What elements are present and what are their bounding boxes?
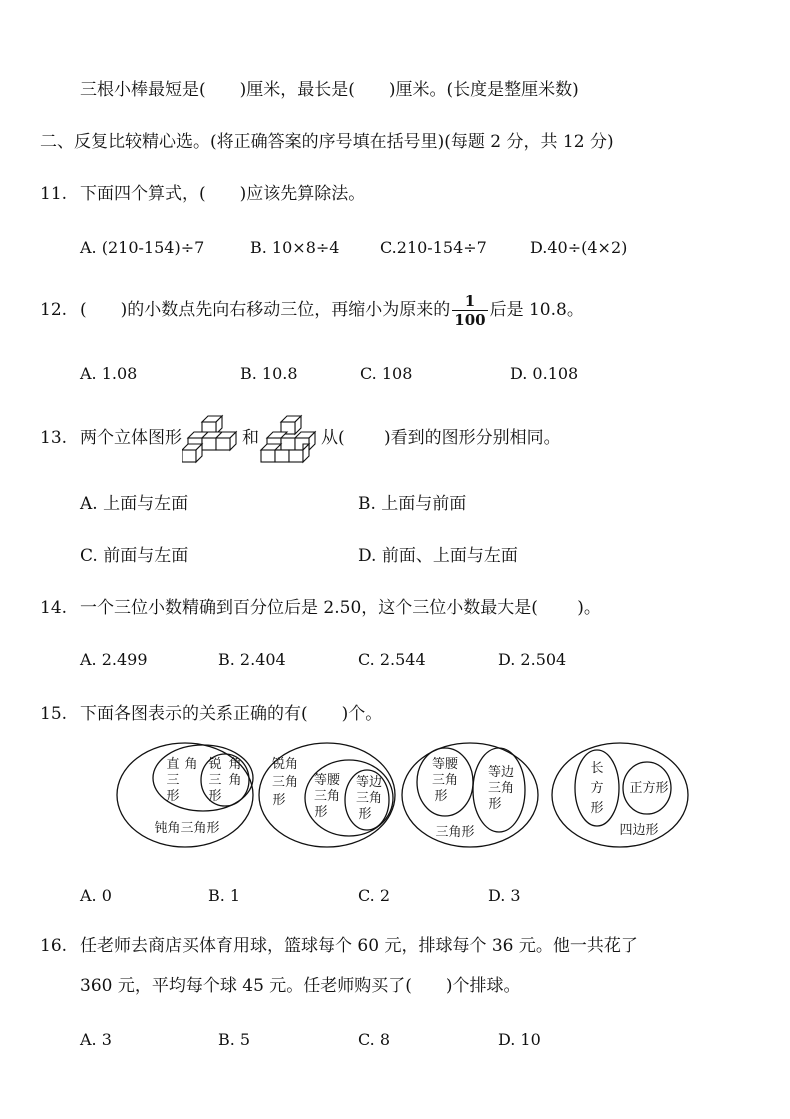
d1-inner-label-a: 锐 [208, 757, 222, 772]
q12-stem-b: 后是 10.8。 [489, 300, 584, 320]
d2-inner-label-c: 形 [358, 807, 372, 822]
d3-left-label-b: 三角 [431, 773, 459, 788]
d2-left-label-a: 锐角 [271, 757, 299, 772]
d1-inner-label-b: 三 [208, 773, 222, 788]
q11-number: 11. [40, 184, 68, 204]
fraction-denominator: 100 [454, 311, 486, 329]
q14-option-d: D. 2.504 [498, 650, 567, 669]
cube-figure-2 [259, 414, 321, 464]
q14-option-a: A. 2.499 [80, 650, 148, 669]
q16-stem-line2: 360 元，平均每个球 45 元。任老师购买了( )个排球。 [80, 976, 521, 996]
q12-stem [80, 288, 584, 332]
q12-option-d: D. 0.108 [510, 364, 579, 383]
section-heading: 二、反复比较精心选。(将正确答案的序号填在括号里)(每题 2 分，共 12 分) [40, 132, 614, 152]
d4-outer-label: 四边形 [619, 823, 659, 838]
d4-left-label-c: 形 [590, 801, 604, 816]
cube-figure-1 [182, 414, 242, 464]
q16-option-c: C. 8 [358, 1030, 391, 1049]
d1-mid-label-b: 角 [184, 757, 198, 772]
d3-left-label-a: 等腰 [431, 757, 459, 772]
q11-stem: 下面四个算式，( )应该先算除法。 [80, 184, 366, 204]
q13-number: 13. [40, 428, 68, 448]
q15-number: 15. [40, 704, 68, 724]
q13-stem [80, 412, 561, 464]
d3-left-label-c: 形 [434, 789, 448, 804]
q13-stem-a: 两个立体图形 [80, 428, 182, 448]
q15-stem: 下面各图表示的关系正确的有( )个。 [80, 704, 383, 724]
d2-mid-label-a: 等腰 [313, 773, 341, 788]
d1-outer-label: 钝角三角形 [154, 821, 220, 836]
d1-inner-label-e: 角 [228, 773, 242, 788]
q14-number: 14. [40, 598, 68, 618]
fraction-numerator: 1 [452, 292, 487, 311]
q11-option-c: C.210-154÷7 [380, 238, 487, 257]
q15-option-c: C. 2 [358, 886, 391, 905]
q15-option-a: A. 0 [80, 886, 112, 905]
q12-option-b: B. 10.8 [240, 364, 298, 383]
d4-inner-label: 正方形 [629, 781, 669, 796]
d1-mid-label-a: 直 [166, 757, 180, 772]
q12-stem-a: ( )的小数点先向右移动三位，再缩小为原来的 [80, 300, 451, 320]
d2-mid-label-c: 形 [314, 805, 328, 820]
d3-outer-label: 三角形 [435, 825, 475, 840]
q16-option-a: A. 3 [80, 1030, 112, 1049]
q13-option-a: A. 上面与左面 [80, 494, 189, 514]
d1-mid-label-d: 形 [166, 789, 180, 804]
d3-right-label-b: 三角 [487, 781, 515, 796]
q13-stem-b: 和 [242, 428, 259, 448]
d3-right-label-a: 等边 [487, 765, 515, 780]
q11-option-d: D.40÷(4×2) [530, 238, 628, 257]
line-top: 三根小棒最短是( )厘米，最长是( )厘米。(长度是整厘米数) [80, 80, 579, 100]
q12-option-c: C. 108 [360, 364, 413, 383]
d2-left-label-b: 三角 [271, 775, 299, 790]
q16-option-d: D. 10 [498, 1030, 541, 1049]
q15-option-b: B. 1 [208, 886, 241, 905]
d2-inner-label-b: 三角 [355, 791, 383, 806]
q14-option-c: C. 2.544 [358, 650, 426, 669]
q13-option-d: D. 前面、上面与左面 [358, 546, 518, 566]
d4-left-label-b: 方 [590, 781, 604, 796]
d3-right-label-c: 形 [488, 797, 502, 812]
d2-inner-label-a: 等边 [355, 775, 383, 790]
q13-option-b: B. 上面与前面 [358, 494, 467, 514]
venn-diagrams [115, 740, 695, 850]
q14-option-b: B. 2.404 [218, 650, 286, 669]
q16-stem-line1: 任老师去商店买体育用球，篮球每个 60 元，排球每个 36 元。他一共花了 [80, 936, 638, 956]
q12-number: 12. [40, 300, 68, 320]
q12-option-a: A. 1.08 [80, 364, 138, 383]
d4-left-label-a: 长 [590, 761, 604, 776]
q14-stem: 一个三位小数精确到百分位后是 2.50，这个三位小数最大是( )。 [80, 598, 601, 618]
d2-left-label-c: 形 [272, 793, 286, 808]
d2-mid-label-b: 三角 [313, 789, 341, 804]
q11-option-b: B. 10×8÷4 [250, 238, 340, 257]
q16-option-b: B. 5 [218, 1030, 251, 1049]
q13-option-c: C. 前面与左面 [80, 546, 189, 566]
d1-inner-label-c: 形 [208, 789, 222, 804]
d1-mid-label-c: 三 [166, 773, 180, 788]
q11-option-a: A. (210-154)÷7 [80, 238, 205, 257]
q16-number: 16. [40, 936, 68, 956]
q13-stem-c: 从( )看到的图形分别相同。 [321, 428, 561, 448]
q15-option-d: D. 3 [488, 886, 521, 905]
d1-inner-label-d: 角 [228, 757, 242, 772]
fraction [452, 292, 487, 329]
